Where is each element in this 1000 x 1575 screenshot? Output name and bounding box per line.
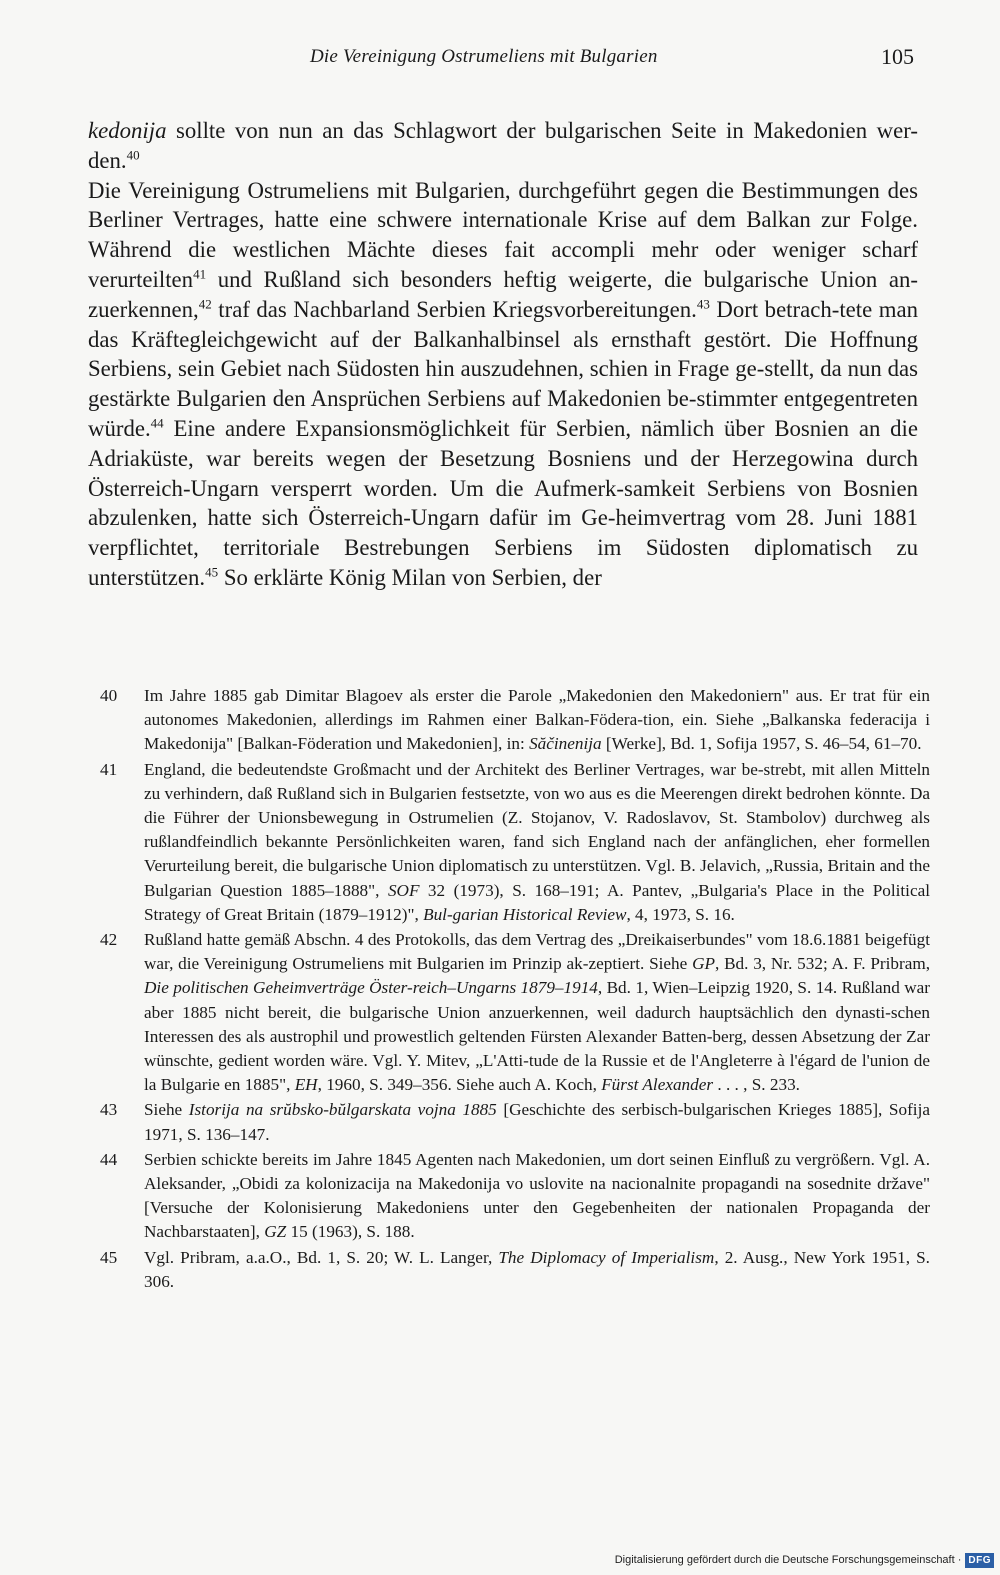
page-number: 105 bbox=[881, 44, 914, 69]
text-run: . . . , S. 233. bbox=[713, 1075, 800, 1095]
italic-title: GZ bbox=[264, 1222, 287, 1242]
text-run: Serbien schickte bereits im Jahre 1845 Agenten nach Makedonien, um dort seinen Einfluß zu vergrößern. Vgl. A. Aleksander, „Obidi za kolonizacija na Makedonija vo uslovite na nacionalnite propagandi na sosednite države" [Versuche der Kolonisierung Makedoniens unter den Gegebenheiten der nationalen Propaganda der Nachbarstaaten], bbox=[144, 1149, 930, 1242]
footnote-40 bbox=[100, 684, 930, 757]
italic-title: SOF bbox=[387, 880, 420, 900]
footnote-ref: 45 bbox=[205, 564, 219, 580]
text-run: 32 (1973), S. 168–191; A. Pantev, „Bulgaria's Place in the Political Strategy of Great Britain (1879–1912)", bbox=[144, 880, 930, 924]
footnote-number: 45 bbox=[100, 1247, 118, 1267]
text-run: , 2. Ausg., New York 1951, S. 306. bbox=[144, 1247, 930, 1291]
footnote-text bbox=[144, 1098, 930, 1146]
italic-title: Istorija na srŭbsko-bŭlgarskata vojna 1885 bbox=[188, 1100, 497, 1120]
italic-title: EH bbox=[294, 1075, 318, 1095]
footnote-text bbox=[144, 758, 930, 927]
text-run: [Geschichte des serbisch-bulgarischen Krieges 1885], Sofija 1971, S. 136–147. bbox=[144, 1100, 930, 1144]
footnote-number: 40 bbox=[100, 686, 118, 705]
text-run: , 1960, S. 349–356. Siehe auch A. Koch, bbox=[317, 1075, 602, 1095]
footnote-number: 43 bbox=[100, 1100, 118, 1120]
italic-title: Fürst Alexander bbox=[601, 1075, 714, 1095]
text-run: So erklärte König Milan von Serbien, der bbox=[218, 564, 602, 590]
footnote-ref: 44 bbox=[150, 415, 164, 431]
text-run: und Rußland sich besonders heftig weigerte, die bulgarische Union an-zuerkennen, bbox=[88, 266, 918, 322]
text-run: traf das Nachbarland Serbien Kriegsvorbereitungen. bbox=[211, 296, 697, 322]
text-run: , Bd. 3, Nr. 532; A. F. Pribram, bbox=[714, 954, 930, 974]
running-header bbox=[88, 44, 918, 76]
italic-title: GP bbox=[692, 954, 715, 974]
text-run: , 4, 1973, S. 16. bbox=[626, 904, 735, 924]
footnote-42 bbox=[100, 928, 930, 1097]
italic-title: Bul-garian Historical Review bbox=[423, 904, 627, 924]
text-run: Eine andere Expansionsmöglichkeit für Serbien, nämlich über Bosnien an die Adriaküste, war bereits wegen der Besetzung Bosniens und der Herzegowina durch Österreich-Ungarn versperrt worden. Um die Aufmerk-samkeit Serbiens von Bosnien abzulenken, hatte sich Österreich-Ungarn dafür im Ge-heimvertrag vom 28. Juni 1881 verpflichtet, territoriale Bestrebungen Serbiens im Südosten diplomatisch zu unterstützen. bbox=[88, 415, 918, 590]
footnote-44 bbox=[100, 1148, 930, 1245]
text-run: Rußland hatte gemäß Abschn. 4 des Protokolls, das dem Vertrag des „Dreikaiserbundes" vom 18.6.1881 beigefügt war, die Vereinigung Ostrumeliens mit Bulgarien im Prinzip ak-zeptiert. Siehe bbox=[144, 930, 930, 974]
footnote-number: 42 bbox=[100, 930, 118, 950]
italic-term: kedonija bbox=[88, 118, 167, 143]
footnote-text bbox=[144, 928, 930, 1097]
footnote-ref: 42 bbox=[198, 296, 212, 312]
footnote-43 bbox=[100, 1098, 930, 1146]
italic-title: Die politischen Geheimverträge Öster-reich–Ungarns 1879–1914 bbox=[144, 978, 598, 998]
text-run: Vgl. Pribram, a.a.O., Bd. 1, S. 20; W. L. Langer, bbox=[144, 1247, 499, 1267]
footnotes bbox=[100, 684, 930, 1295]
italic-title: The Diplomacy of Imperialism bbox=[498, 1247, 715, 1267]
footnote-text bbox=[144, 1246, 930, 1294]
text-run: Siehe bbox=[144, 1100, 189, 1120]
footnote-number: 44 bbox=[100, 1149, 118, 1169]
body-text bbox=[88, 116, 918, 593]
text-run: Die Vereinigung Ostrumeliens mit Bulgarien, durchgeführt gegen die Bestimmungen des Berliner Vertrages, hatte eine schwere internationale Krise auf dem Balkan zur Folge. Während die westlichen Mächte dieses fait accompli mehr oder weniger scharf verurteilten bbox=[88, 177, 918, 292]
footnote-text bbox=[144, 1148, 930, 1245]
footnote-ref: 40 bbox=[126, 147, 140, 163]
footnote-ref: 43 bbox=[696, 296, 710, 312]
text-run: Im Jahre 1885 gab Dimitar Blagoev als erster die Parole „Makedonien den Makedoniern" aus. Er trat für ein autonomes Makedonien, allerdings im Rahmen einer Balkan-Födera-tion, ein. Siehe „Balkanska federacija i Makedonija" [Balkan-Föderation und Makedonien], in: bbox=[144, 686, 930, 754]
credit-text: Digitalisierung gefördert durch die Deutsche Forschungsgemeinschaft · bbox=[614, 1554, 962, 1566]
footnote-45 bbox=[100, 1246, 930, 1294]
footnote-ref: 41 bbox=[193, 266, 207, 282]
text-run: sollte von nun an das Schlagwort der bulgarischen Seite in Makedonien wer-den. bbox=[88, 118, 918, 173]
text-run: [Werke], Bd. 1, Sofija 1957, S. 46–54, 61–70. bbox=[601, 734, 922, 754]
paragraph-1 bbox=[88, 116, 918, 176]
footnote-41 bbox=[100, 758, 930, 927]
italic-title: Săčinenija bbox=[529, 734, 602, 754]
paragraph-2 bbox=[88, 176, 918, 593]
text-run: Dort betrach-tete man das Kräftegleichgewicht auf der Balkanhalbinsel als ernsthaft gestört. Die Hoffnung Serbiens, sein Gebiet nach Südosten hin auszudehnen, schien in Frage ge-stellt, da nun das gestärkte Bulgarien den Ansprüchen Serbiens auf Makedonien be-stimmter entgegentreten würde. bbox=[88, 296, 918, 441]
text-run: , Bd. 1, Wien–Leipzig 1920, S. 14. Rußland war aber 1885 nicht bereit, die bulgarische Union anzuerkennen, weil dadurch hauptsächlich den dynasti-schen Interessen des als austrophil und prowestlich geltenden Fürsten Alexander Batten-berg, dessen Absetzung der Zar wünschte, gedient worden wäre. Vgl. Y. Mitev, „L'Atti-tude de la Russie et de l'Angleterre à l'égard de l'union de la Bulgarie en 1885", bbox=[144, 978, 930, 1095]
text-run: England, die bedeutendste Großmacht und der Architekt des Berliner Vertrages, war be-strebt, mit allen Mitteln zu verhindern, daß Rußland sich in Bulgarien festsetzte, von wo aus es die Meerengen direkt bedrohen könnte. Da die Führer der Unionsbewegung in Ostrumelien (Z. Stojanov, V. Radoslavov, St. Stambolov) durchweg als rußlandfeindlich bekannte Persönlichkeiten waren, fand sich England nach der anfänglichen, eher formellen Verurteilung bereit, die bulgarische Union diplomatisch zu unterstützen. Vgl. B. Jelavich, „Russia, Britain and the Bulgarian Question 1885–1888", bbox=[144, 759, 930, 900]
dfg-logo-icon: DFG bbox=[965, 1553, 994, 1568]
running-title: Die Vereinigung Ostrumeliens mit Bulgarien bbox=[310, 46, 658, 67]
footnote-text bbox=[144, 684, 930, 757]
footnote-number: 41 bbox=[100, 759, 118, 779]
text-run: 15 (1963), S. 188. bbox=[286, 1222, 415, 1242]
digitization-credit bbox=[615, 1551, 994, 1569]
